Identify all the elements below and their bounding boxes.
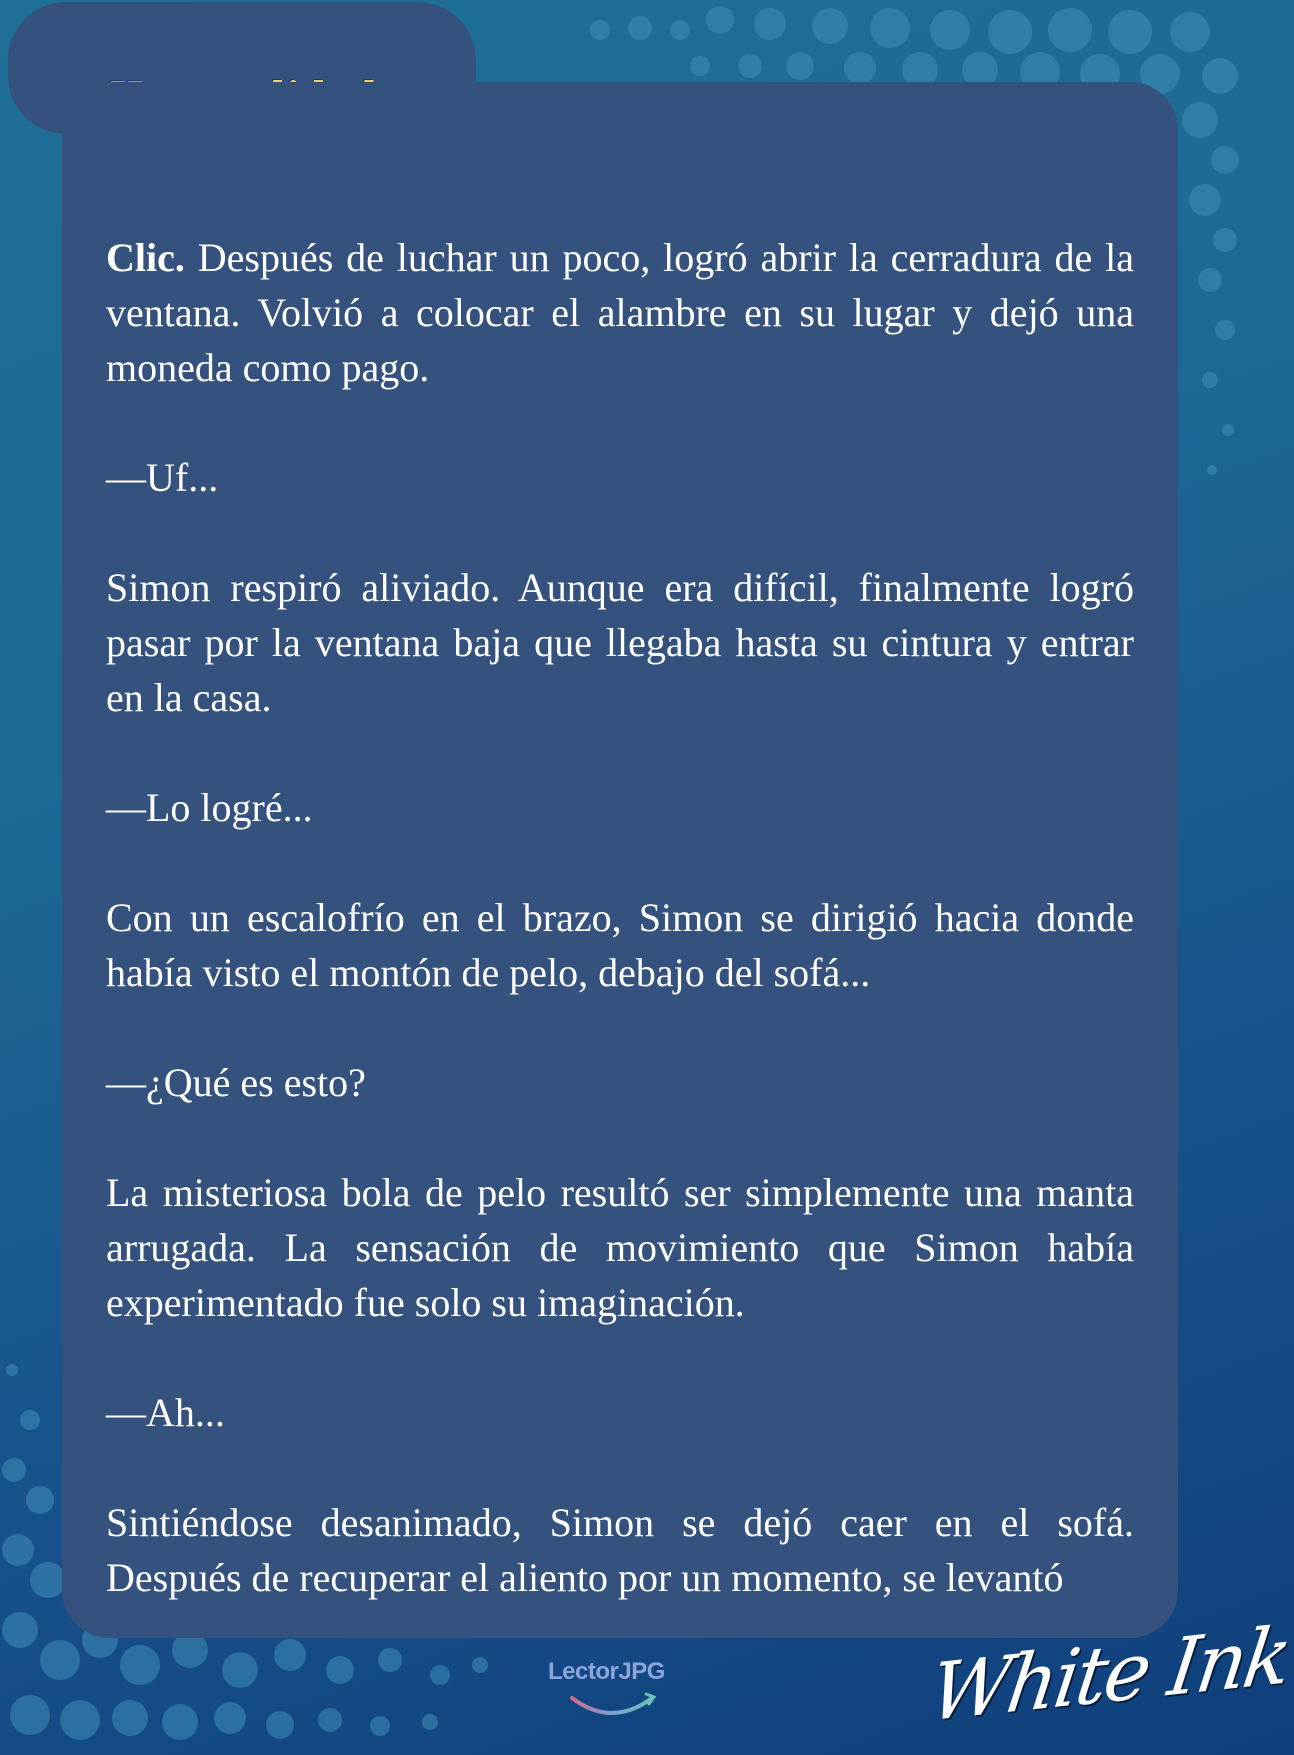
paragraph-text: La misteriosa bola de pelo resultó ser simplemente una manta arrugada. La sensación de movimiento que Simon había experimentado fue solo su imaginación. [106,1170,1134,1325]
paragraph [106,450,1134,505]
paragraph-text: Simon respiró aliviado. Aunque era difícil, finalmente logró pasar por la ventana baja que llegaba hasta su cintura y entrar en la casa. [106,565,1134,720]
paragraph [106,1055,1134,1110]
paragraph [106,560,1134,725]
lectorjpg-label: LectorJPG [548,1658,665,1685]
paragraph-text: —¿Qué es esto? [106,1060,366,1105]
paragraph [106,1165,1134,1330]
paragraph-text: —Uf... [106,455,219,500]
paragraph-text: Con un escalofrío en el brazo, Simon se dirigió hacia donde había visto el montón de pelo, debajo del sofá... [106,895,1134,995]
paragraph [106,1385,1134,1440]
signature-text: White Ink [924,1610,1294,1740]
paragraph-text: Después de luchar un poco, logró abrir la cerradura de la ventana. Volvió a colocar el alambre en su lugar y dejó una moneda como pago. [106,235,1134,390]
paragraph [106,780,1134,835]
paragraph-text: Sintiéndose desanimado, Simon se dejó caer en el sofá. Después de recuperar el aliento por un momento, se levantó [106,1500,1134,1600]
paragraph [106,230,1134,395]
smile-arc-icon [548,1658,696,1724]
paragraph [106,890,1134,1000]
story-text [106,230,1134,1660]
paragraph-text: —Lo logré... [106,785,313,830]
lectorjpg-logo [548,1658,696,1724]
paragraph-bold: Clic. [106,235,185,280]
paragraph-text: —Ah... [106,1390,225,1435]
white-ink-signature [920,1610,1294,1740]
paragraph [106,1495,1134,1605]
